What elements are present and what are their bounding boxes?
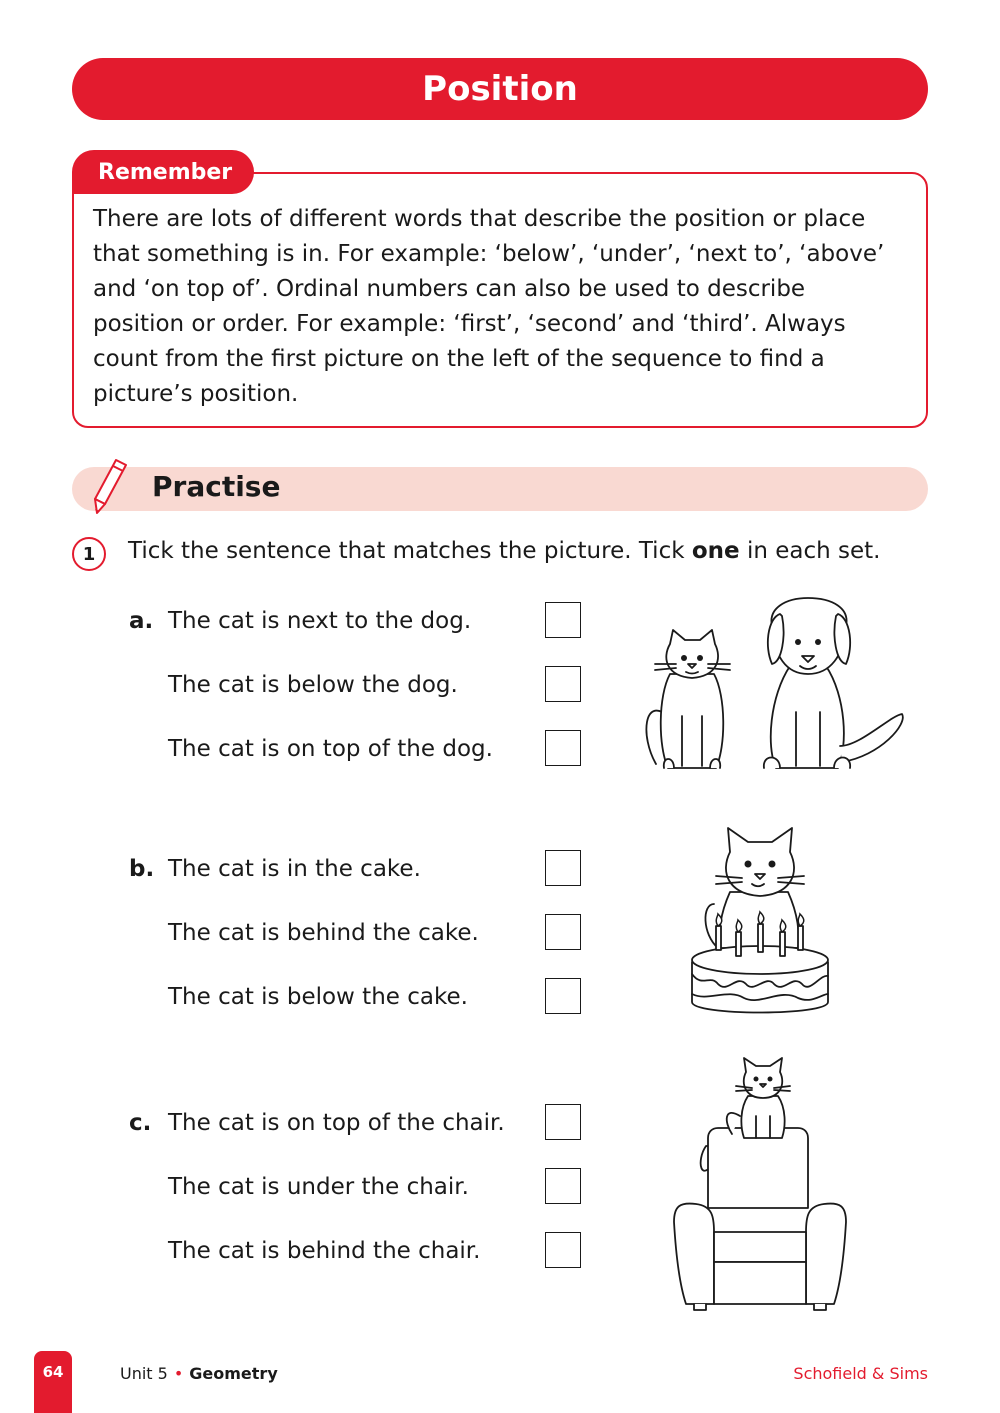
part-b-option-3: The cat is below the cake. — [168, 984, 468, 1010]
title-bar — [72, 58, 928, 120]
remember-tab — [72, 150, 254, 194]
cat-behind-cake-picture — [688, 824, 833, 1024]
part-c-option-2: The cat is under the chair. — [168, 1174, 469, 1200]
footer-topic: Geometry — [189, 1364, 278, 1383]
question-text-start: Tick the sentence that matches the picture. Tick — [128, 538, 692, 564]
footer-publisher: Schofield & Sims — [793, 1364, 928, 1383]
page-number-tab — [34, 1351, 72, 1413]
cat-on-chair-picture — [670, 1056, 855, 1314]
question-text-end: in each set. — [739, 538, 881, 564]
remember-label: Remember — [98, 159, 233, 185]
part-c-option-3: The cat is behind the chair. — [168, 1238, 481, 1264]
part-c-letter: c. — [129, 1110, 152, 1136]
tick-box-a2[interactable] — [545, 666, 581, 702]
part-a-option-2: The cat is below the dog. — [168, 672, 458, 698]
page-number: 64 — [42, 1363, 64, 1381]
tick-box-a1[interactable] — [545, 602, 581, 638]
practise-label: Practise — [152, 470, 281, 503]
part-b-letter: b. — [129, 856, 155, 882]
tick-box-b2[interactable] — [545, 914, 581, 950]
tick-box-c1[interactable] — [545, 1104, 581, 1140]
tick-box-c2[interactable] — [545, 1168, 581, 1204]
question-text-bold: one — [691, 538, 740, 564]
remember-text: There are lots of different words that describe the position or place that something is in. For example: ‘below’, ‘under’, ‘next to’, ‘above’ and ‘on top of’. Ordinal numbers can also be used to describe position or order. For example: ‘first’, ‘second’ and ‘third’. Always count from the first picture on the left of the sequence to find a picture’s position. — [93, 206, 885, 407]
question-text — [128, 538, 880, 564]
part-b-option-1: The cat is in the cake. — [168, 856, 421, 882]
footer-unit — [120, 1364, 278, 1383]
page-title: Position — [422, 69, 578, 109]
part-a-option-3: The cat is on top of the dog. — [168, 736, 493, 762]
pencil-icon — [86, 456, 130, 518]
question-number: 1 — [72, 537, 106, 571]
footer-separator: • — [173, 1364, 184, 1383]
tick-box-a3[interactable] — [545, 730, 581, 766]
footer-unit-label: Unit 5 — [120, 1364, 168, 1383]
tick-box-c3[interactable] — [545, 1232, 581, 1268]
part-c-option-1: The cat is on top of the chair. — [168, 1110, 505, 1136]
part-b-option-2: The cat is behind the cake. — [168, 920, 479, 946]
part-a-letter: a. — [129, 608, 154, 634]
part-a-option-1: The cat is next to the dog. — [168, 608, 472, 634]
cat-and-dog-picture — [640, 596, 910, 774]
tick-box-b1[interactable] — [545, 850, 581, 886]
tick-box-b3[interactable] — [545, 978, 581, 1014]
